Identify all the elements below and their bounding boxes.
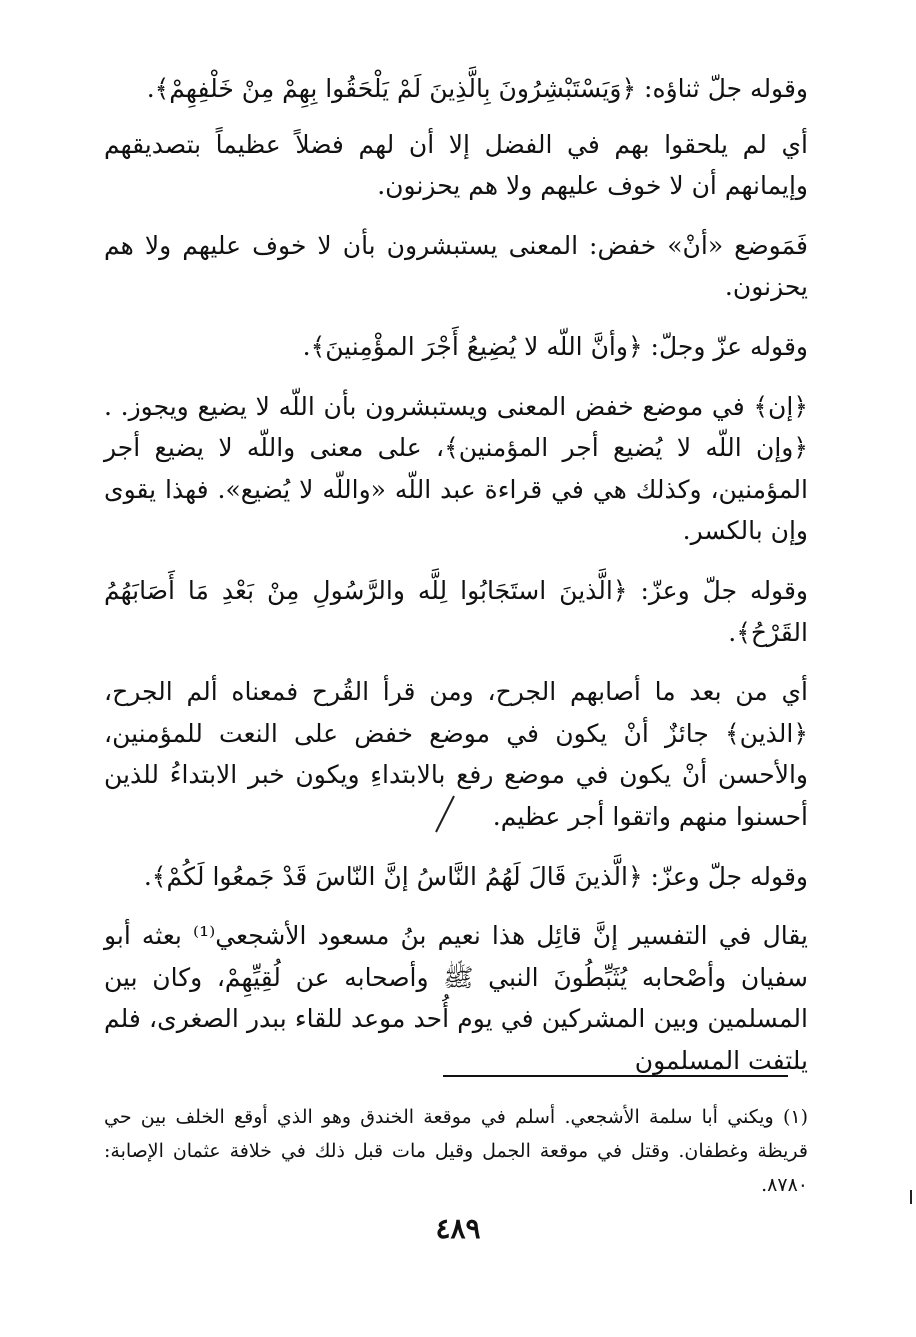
pen-stroke-mark	[432, 794, 458, 834]
main-text	[104, 68, 808, 1099]
paragraph-7: أي من بعد ما أصابهم الجرح، ومن قرأ القُرح فمعناه ألم الجرح، ﴿الذين﴾ جائزٌ أنْ يكون في موضع خفض على النعت للمؤمنين، والأحسن أنْ يكون في موضع رفع بالابتداءِ ويكون خبر الابتداءُ للذين أحسنوا منهم واتقوا أجر عظيم.	[104, 677, 808, 831]
page-number: ٤٨٩	[435, 1212, 481, 1245]
paragraph-9: يقال في التفسير إنَّ قائِل هذا نعيم بنُ مسعود الأشجعي⁽¹⁾ بعثه أبو سفيان وأصْحابه يُثَبِّطُونَ النبي ﷺ وأصحابه عن لُقِيِّهِمْ، وكان بين المسلمين وبين المشركين في يوم أُحد موعد للقاء ببدر الصغرى، فلم يلتفت المسلمون	[104, 921, 808, 1075]
paragraph-5: ﴿إن﴾ في موضع خفض المعنى ويستبشرون بأن اللّه لا يضيع ويجوز. . ﴿وإن اللّه لا يُضيع أجر المؤمنين﴾، على معنى واللّه لا يضيع أجر المؤمنين، وكذلك هي في قراءة عبد اللّه «واللّه لا يُضيع». فهذا يقوى وإن بالكسر.	[104, 391, 808, 546]
paragraph-4: وقوله عزّ وجلّ: ﴿وأنَّ اللّه لا يُضِيعُ أَجْرَ المؤْمِنينَ﴾.	[302, 331, 808, 361]
footnotes	[104, 1100, 808, 1202]
paragraph-6: وقوله جلّ وعزّ: ﴿الَّذينَ استَجَابُوا لِلَّه والرَّسُولِ مِنْ بَعْدِ مَا أَصَابَهُمُ القَرْحُ﴾.	[104, 575, 808, 647]
footnote-1: (١) ويكني أبا سلمة الأشجعي. أسلم في موقعة الخندق وهو الذي أوقع الخلف بين حي قريظة وغطفان. وقتل في موقعة الجمل وقيل مات قبل ذلك في خلافة عثمان الإصابة: ٨٧٨٠.	[104, 1106, 808, 1196]
paragraph-3: فَمَوضع «أنْ» خفض: المعنى يستبشرون بأن لا خوف عليهم ولا هم يحزنون.	[104, 230, 808, 302]
edge-mark	[910, 1190, 912, 1204]
paragraph-8: وقوله جلّ وعزّ: ﴿الَّذينَ قَالَ لَهُمُ النَّاسُ إنَّ النّاسَ قَدْ جَمعُوا لَكُمْ﴾.	[143, 861, 808, 891]
footnote-divider	[443, 1075, 788, 1077]
paragraph-1: وقوله جلّ ثناؤه: ﴿وَيَسْتَبْشِرُونَ بِالَّذِينَ لَمْ يَلْحَقُوا بِهِمْ مِنْ خَلْفِهِمْ﴾.	[146, 74, 808, 103]
paragraph-2: أي لم يلحقوا بهم في الفضل إلا أن لهم فضلاً عظيماً بتصديقهم وإيمانهم أن لا خوف عليهم ولا هم يحزنون.	[104, 129, 808, 201]
